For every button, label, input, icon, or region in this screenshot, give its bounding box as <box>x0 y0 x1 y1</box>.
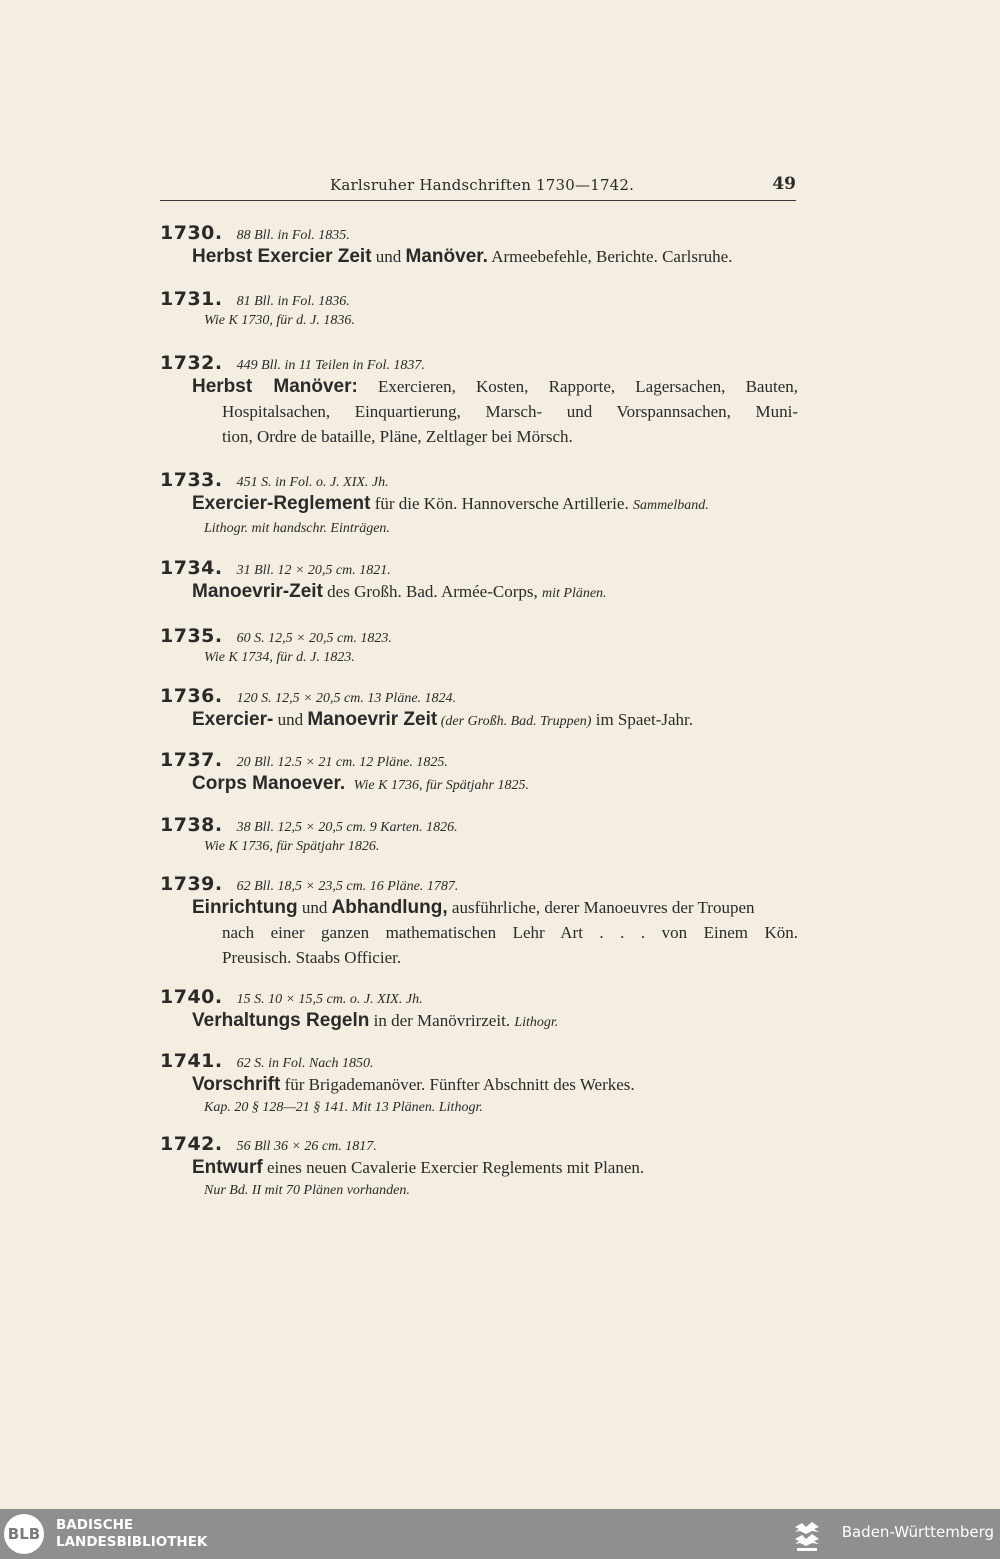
catalog-entry-1734 <box>160 557 800 606</box>
entry-title-line: Corps Manoever. Wie K 1736, für Spätjahr 1825. <box>192 773 530 794</box>
entry-meta: 81 Bll. in Fol. 1836. <box>236 294 350 309</box>
entry-text-line: tion, Ordre de bataille, Pläne, Zeltlager bei Mörsch. <box>222 427 573 446</box>
entry-text-line: nach einer ganzen mathematischen Lehr Art . . . von Einem Kön. <box>222 923 798 942</box>
entry-meta: 15 S. 10 × 15,5 cm. o. J. XIX. Jh. <box>236 992 423 1007</box>
entry-title-line: Einrichtung und Abhandlung, ausführliche, derer Manoeuvres der Troupen <box>192 897 755 918</box>
entry-title-line: Exercier-Reglement für die Kön. Hannoversche Artillerie. Sammelband. <box>192 493 709 514</box>
entry-number: 1735. <box>160 625 223 647</box>
entry-text-line: Hospitalsachen, Einquartierung, Marsch- und Vorspannsachen, Muni- <box>222 402 798 421</box>
entry-meta: 62 Bll. 18,5 × 23,5 cm. 16 Pläne. 1787. <box>236 879 459 894</box>
entry-title-line: Herbst Exercier Zeit und Manöver. Armeebefehle, Berichte. Carlsruhe. <box>192 246 733 267</box>
entry-text-line: Preusisch. Staabs Officier. <box>222 948 402 967</box>
entry-note: Lithogr. mit handschr. Einträgen. <box>204 521 390 536</box>
entry-title-line: Herbst Manöver: Exercieren, Kosten, Rapporte, Lagersachen, Bauten, <box>192 376 798 397</box>
state-name[interactable]: Baden-Württemberg <box>841 1523 994 1541</box>
entry-number: 1730. <box>160 222 223 244</box>
entry-meta: 449 Bll. in 11 Teilen in Fol. 1837. <box>236 358 425 373</box>
catalog-entry-1740 <box>160 986 800 1035</box>
entry-meta: 38 Bll. 12,5 × 20,5 cm. 9 Karten. 1826. <box>236 820 458 835</box>
blb-logo-icon[interactable]: BLB <box>4 1514 44 1554</box>
catalog-entry-1733 <box>160 469 800 540</box>
entry-number: 1732. <box>160 352 223 374</box>
entry-number: 1739. <box>160 873 223 895</box>
entry-title-line: Entwurf eines neuen Cavalerie Exercier Reglements mit Planen. <box>192 1157 645 1178</box>
entry-meta: 60 S. 12,5 × 20,5 cm. 1823. <box>236 631 392 646</box>
entry-number: 1731. <box>160 288 223 310</box>
entry-number: 1734. <box>160 557 223 579</box>
entry-note: Kap. 20 § 128—21 § 141. Mit 13 Plänen. Lithogr. <box>204 1100 483 1115</box>
entry-meta: 20 Bll. 12.5 × 21 cm. 12 Pläne. 1825. <box>236 755 448 770</box>
catalog-entry-1742 <box>160 1133 800 1202</box>
catalog-entry-1735 <box>160 625 800 669</box>
entry-meta: 56 Bll 36 × 26 cm. 1817. <box>236 1139 377 1154</box>
entry-meta: 88 Bll. in Fol. 1835. <box>236 228 350 243</box>
running-header <box>160 176 796 201</box>
entry-note: Wie K 1730, für d. J. 1836. <box>204 313 355 328</box>
catalog-entry-1737 <box>160 749 800 798</box>
entry-title-line: Vorschrift für Brigademanöver. Fünfter Abschnitt des Werkes. <box>192 1074 635 1095</box>
entry-meta: 120 S. 12,5 × 20,5 cm. 13 Pläne. 1824. <box>236 691 457 706</box>
entry-meta: 451 S. in Fol. o. J. XIX. Jh. <box>236 475 389 490</box>
entry-number: 1737. <box>160 749 223 771</box>
page-number: 49 <box>772 174 796 194</box>
entry-number: 1736. <box>160 685 223 707</box>
entry-note: Wie K 1734, für d. J. 1823. <box>204 650 355 665</box>
header-title: Karlsruher Handschriften 1730—1742. <box>330 176 635 194</box>
library-name[interactable]: BADISCHE LANDESBIBLIOTHEK <box>56 1517 208 1550</box>
catalog-entry-1741 <box>160 1050 800 1119</box>
entry-number: 1741. <box>160 1050 223 1072</box>
entry-number: 1740. <box>160 986 223 1008</box>
entry-number: 1742. <box>160 1133 223 1155</box>
catalog-entry-1731 <box>160 288 800 332</box>
catalog-entry-1739 <box>160 873 800 970</box>
entry-title-line: Verhaltungs Regeln in der Manövrirzeit. Lithogr. <box>192 1010 559 1031</box>
entry-meta: 62 S. in Fol. Nach 1850. <box>236 1056 374 1071</box>
catalog-entry-1730 <box>160 222 800 269</box>
catalog-entry-1732 <box>160 352 800 449</box>
entry-note: Nur Bd. II mit 70 Plänen vorhanden. <box>204 1183 410 1198</box>
catalog-entry-1738 <box>160 814 800 858</box>
entry-title-line: Manoevrir-Zeit des Großh. Bad. Armée-Corps, mit Plänen. <box>192 581 607 602</box>
entry-note: Wie K 1736, für Spätjahr 1826. <box>204 839 380 854</box>
entry-number: 1733. <box>160 469 223 491</box>
entry-title-line: Exercier- und Manoevrir Zeit (der Großh. Bad. Truppen) im Spaet-Jahr. <box>192 709 693 730</box>
entry-number: 1738. <box>160 814 223 836</box>
entry-meta: 31 Bll. 12 × 20,5 cm. 1821. <box>236 563 391 578</box>
library-footer-bar <box>0 1509 1000 1559</box>
coat-of-arms-icon <box>792 1519 822 1559</box>
catalog-entry-1736 <box>160 685 800 734</box>
